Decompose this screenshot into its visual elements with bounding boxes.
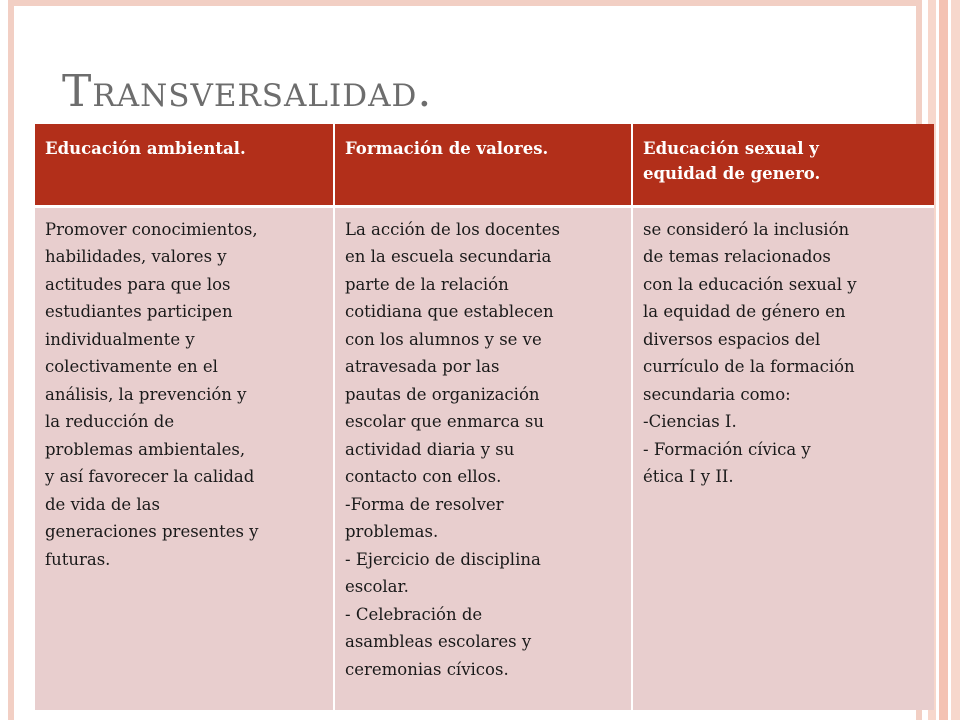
body-line: escolar que enmarca su [345, 412, 545, 431]
body-line: atravesada por las [345, 357, 500, 376]
body-line: actividad diaria y su [345, 439, 515, 459]
body-line: - Formación cívica y [643, 439, 811, 459]
body-line: futuras. [45, 549, 111, 569]
body-line: de vida de las [45, 494, 160, 514]
header-line: Educación sexual y [643, 139, 819, 158]
body-line: La acción de los docentes [345, 219, 560, 239]
body-line: individualmente y [45, 329, 195, 349]
body-line: colectivamente en el [45, 357, 218, 376]
body-line: problemas. [345, 522, 439, 541]
header-cell-sexual-education [632, 124, 934, 206]
transversality-table [35, 124, 934, 710]
header-line: Educación ambiental. [45, 139, 246, 158]
body-line: generaciones presentes y [45, 522, 259, 541]
body-line: asambleas escolares y [345, 632, 532, 651]
body-line: escolar. [345, 577, 409, 596]
body-line: se consideró la inclusión [643, 219, 850, 239]
body-line: secundaria como: [643, 384, 791, 404]
body-line: ética I y II. [643, 467, 734, 486]
body-line: cotidiana que establecen [345, 302, 554, 321]
body-line: con la educación sexual y [643, 274, 857, 294]
header-cell-environmental [35, 124, 334, 206]
body-line: diversos espacios del [643, 329, 821, 349]
body-line: -Forma de resolver [345, 494, 504, 514]
body-line: en la escuela secundaria [345, 247, 552, 266]
table-body-row [35, 206, 934, 710]
body-line: -Ciencias I. [643, 412, 737, 431]
body-line: currículo de la formación [643, 357, 855, 376]
body-line: actitudes para que los [45, 274, 231, 294]
body-cell-environmental [35, 206, 334, 710]
body-line: con los alumnos y se ve [345, 329, 542, 349]
frame-left-border [8, 0, 14, 720]
body-line: - Celebración de [345, 604, 483, 624]
body-line: y así favorecer la calidad [45, 467, 255, 486]
body-line: problemas ambientales, [45, 439, 246, 459]
body-line: parte de la relación [345, 274, 509, 294]
header-line: Formación de valores. [345, 139, 549, 158]
slide-title: Transversalidad. [62, 66, 433, 117]
body-line: la reducción de [45, 412, 175, 431]
body-line: de temas relacionados [643, 247, 831, 266]
body-line: análisis, la prevención y [45, 384, 247, 404]
body-line: Promover conocimientos, [45, 219, 258, 239]
body-line: - Ejercicio de disciplina [345, 549, 541, 569]
body-line: pautas de organización [345, 384, 540, 404]
frame-top-border [8, 0, 922, 6]
header-cell-values [334, 124, 632, 206]
body-line: la equidad de género en [643, 302, 846, 321]
body-line: ceremonias cívicos. [345, 659, 509, 679]
body-cell-sexual-education [632, 206, 934, 710]
body-line: habilidades, valores y [45, 247, 227, 266]
header-line: equidad de genero. [643, 164, 821, 183]
table-header-row [35, 124, 934, 206]
body-line: estudiantes participen [45, 302, 233, 321]
body-line: contacto con ellos. [345, 467, 502, 486]
body-cell-values [334, 206, 632, 710]
